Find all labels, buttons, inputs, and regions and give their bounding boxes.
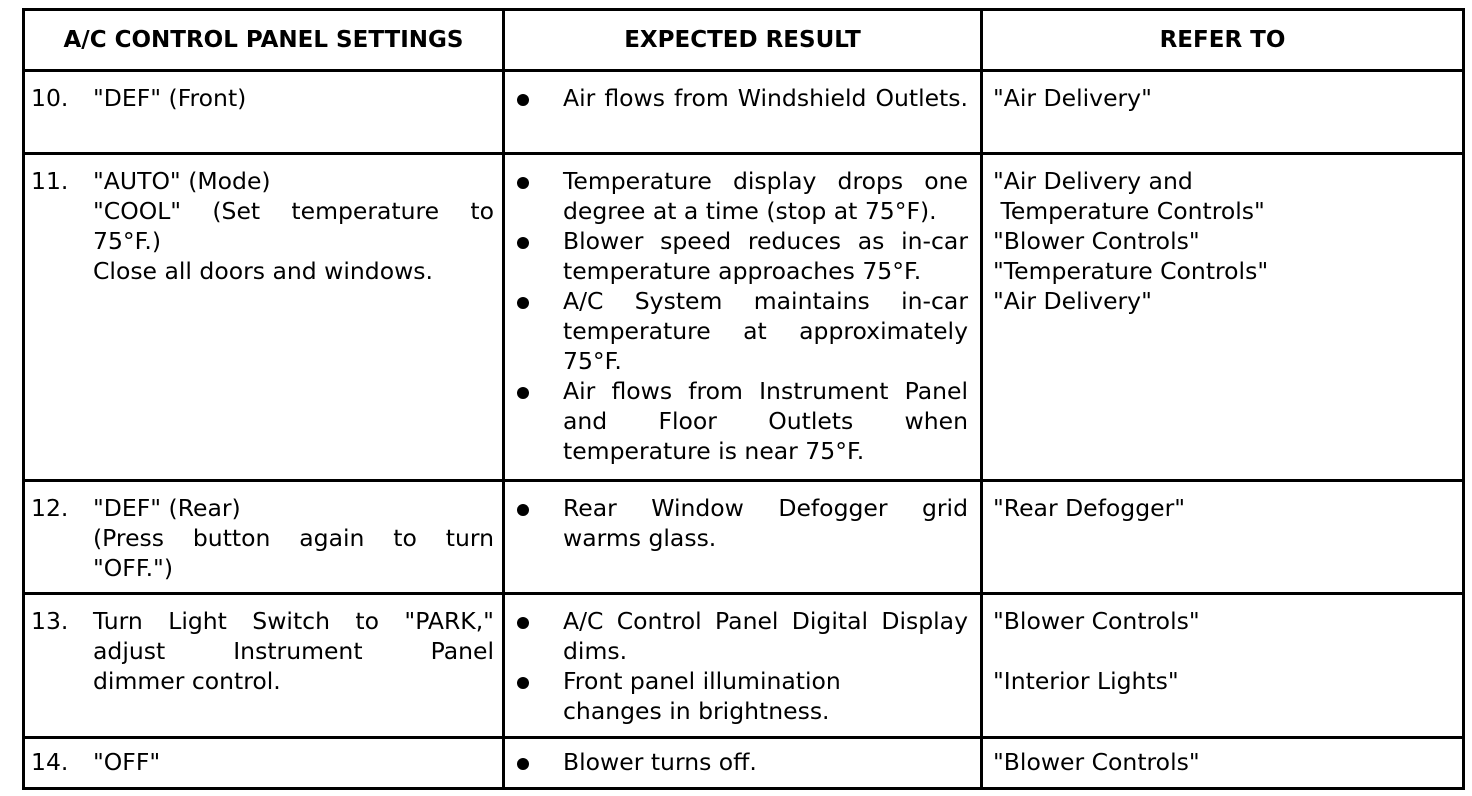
- result-cell: [504, 481, 982, 594]
- refer-cell: [982, 594, 1464, 738]
- ac-test-table: [22, 8, 1465, 790]
- result-cell: [504, 71, 982, 154]
- result-item: Temperature display drops one degree at a time (stop at 75°F).: [513, 166, 968, 226]
- refer-cell: [982, 481, 1464, 594]
- result-item: Blower speed reduces as in-car temperature approaches 75°F.: [513, 226, 968, 286]
- setting-line: adjust Instrument Panel: [93, 637, 494, 665]
- refer-line: "Air Delivery": [993, 287, 1152, 315]
- refer-line: "Blower Controls": [993, 227, 1200, 255]
- setting-line: 75°F.): [93, 227, 162, 255]
- header-row: [24, 10, 1464, 71]
- setting-line: Close all doors and windows.: [93, 257, 434, 285]
- refer-line: "Blower Controls": [993, 748, 1200, 776]
- step-number: 14.: [31, 748, 69, 776]
- bullet-icon: [513, 226, 563, 286]
- setting-line: "DEF" (Rear): [93, 494, 241, 522]
- setting-line: "COOL" (Set temperature to: [93, 197, 494, 225]
- setting-cell: [24, 154, 504, 481]
- setting-line: "AUTO" (Mode): [93, 167, 271, 195]
- result-item: A/C Control Panel Digital Display dims.: [513, 606, 968, 666]
- bullet-icon: [513, 606, 563, 666]
- bullet-icon: [513, 286, 563, 376]
- result-cell: [504, 738, 982, 789]
- refer-line: "Temperature Controls": [993, 257, 1269, 285]
- table-row-10: [24, 71, 1464, 154]
- refer-line: "Air Delivery and: [993, 167, 1193, 195]
- refer-cell: [982, 154, 1464, 481]
- setting-line: "OFF."): [93, 554, 174, 582]
- result-item: Air flows from Windshield Outlets.: [513, 83, 968, 113]
- setting-line: "OFF": [93, 748, 161, 776]
- result-item: A/C System maintains in-car temperature at approximately 75°F.: [513, 286, 968, 376]
- bullet-icon: [513, 747, 563, 777]
- header-expected-result: EXPECTED RESULT: [504, 10, 982, 71]
- refer-line: "Interior Lights": [993, 667, 1179, 695]
- header-refer-to: REFER TO: [982, 10, 1464, 71]
- setting-line: dimmer control.: [93, 667, 281, 695]
- refer-line: Temperature Controls": [993, 197, 1265, 225]
- table-row-13: [24, 594, 1464, 738]
- step-number: 12.: [31, 494, 69, 522]
- bullet-icon: [513, 666, 563, 726]
- result-cell: [504, 154, 982, 481]
- table-row-11: [24, 154, 1464, 481]
- result-item: Air flows from Instrument Panel and Floor Outlets when temperature is near 75°F.: [513, 376, 968, 466]
- setting-cell: [24, 481, 504, 594]
- refer-cell: [982, 71, 1464, 154]
- result-item: Blower turns off.: [513, 747, 968, 777]
- step-number: 11.: [31, 167, 69, 195]
- bullet-icon: [513, 376, 563, 466]
- bullet-icon: [513, 493, 563, 553]
- result-item: Rear Window Defogger grid warms glass.: [513, 493, 968, 553]
- refer-line: "Air Delivery": [993, 84, 1152, 112]
- setting-cell: [24, 594, 504, 738]
- refer-cell: [982, 738, 1464, 789]
- table-row-12: [24, 481, 1464, 594]
- setting-cell: [24, 738, 504, 789]
- bullet-icon: [513, 83, 563, 113]
- refer-line: "Rear Defogger": [993, 494, 1186, 522]
- step-number: 10.: [31, 84, 69, 112]
- setting-line: (Press button again to turn: [93, 524, 494, 552]
- setting-line: "DEF" (Front): [93, 84, 247, 112]
- result-item: Front panel illumination changes in brightness.: [513, 666, 968, 726]
- table-row-14: [24, 738, 1464, 789]
- setting-line: Turn Light Switch to "PARK,": [93, 607, 494, 635]
- result-cell: [504, 594, 982, 738]
- step-number: 13.: [31, 607, 69, 635]
- bullet-icon: [513, 166, 563, 226]
- header-settings: A/C CONTROL PANEL SETTINGS: [24, 10, 504, 71]
- setting-cell: [24, 71, 504, 154]
- refer-line: "Blower Controls": [993, 607, 1200, 635]
